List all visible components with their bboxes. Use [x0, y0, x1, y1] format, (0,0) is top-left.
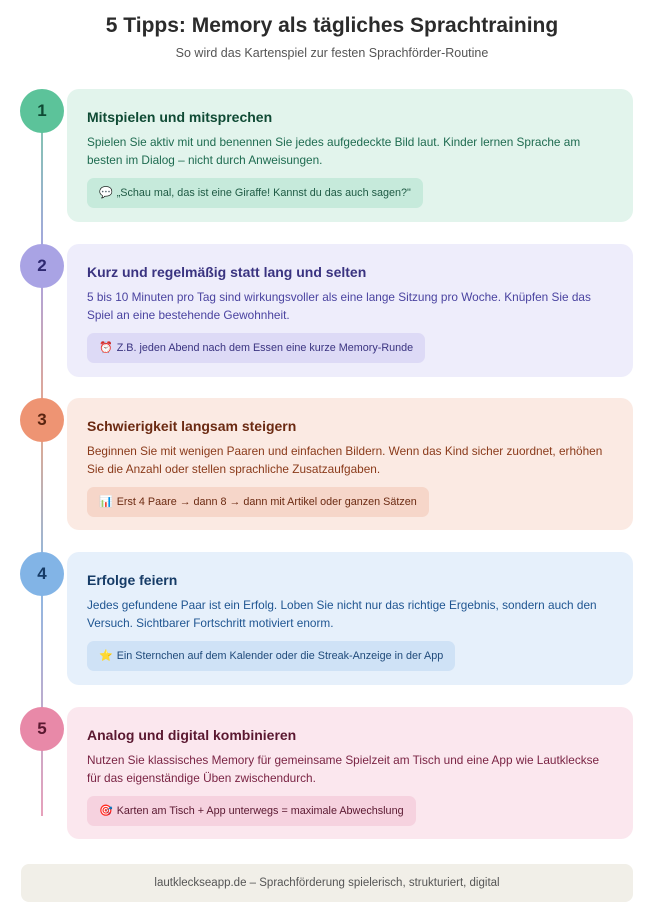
tip-card [67, 552, 633, 685]
step-number-badge [20, 707, 64, 751]
step-number-badge [20, 398, 64, 442]
card-text: Jedes gefundene Paar ist ein Erfolg. Loben Sie nicht nur das richtige Ergebnis, sondern auch den Versuch. Sichtbarer Fortschritt motiviert enorm. [87, 598, 597, 630]
example-box [87, 796, 416, 826]
card-title: Schwierigkeit langsam steigern [87, 418, 297, 434]
tip-card [67, 244, 633, 377]
example-box [87, 333, 425, 363]
step-number-badge [20, 244, 64, 288]
page-subtitle: So wird das Kartenspiel zur festen Sprachförder-Routine [175, 46, 489, 60]
step-number: 4 [37, 564, 47, 583]
example-box [87, 178, 423, 208]
step-number: 2 [37, 256, 47, 275]
card-title: Kurz und regelmäßig statt lang und selten [87, 264, 367, 280]
example-text: „Schau mal, das ist eine Giraffe! Kannst du das auch sagen?" [116, 187, 411, 199]
step-number-badge [20, 89, 64, 133]
card-title: Mitspielen und mitsprechen [87, 109, 273, 125]
tip-card [67, 707, 633, 839]
speech-bubble-icon: 💬 [99, 187, 113, 199]
star-icon: ⭐ [99, 650, 113, 662]
card-text: 5 bis 10 Minuten pro Tag sind wirkungsvoller als eine lange Sitzung pro Woche. Knüpfen Sie das Spiel an eine bestehende Gewohnheit. [87, 290, 591, 322]
target-icon: 🎯 [99, 805, 113, 817]
tip-card [67, 398, 633, 530]
example-text: Erst 4 Paare → dann 8 → dann mit Artikel oder ganzen Sätzen [116, 496, 417, 508]
page-title: 5 Tipps: Memory als tägliches Sprachtraining [105, 14, 559, 37]
footer-text: lautkleckseapp.de – Sprachförderung spielerisch, strukturiert, digital [154, 877, 500, 889]
card-text: Spielen Sie aktiv mit und benennen Sie jedes aufgedeckte Bild laut. Kinder lernen Sprache am besten im Dialog – nicht durch Anweisungen. [87, 135, 581, 167]
bar-chart-icon: 📊 [99, 496, 113, 508]
example-box [87, 641, 455, 671]
example-text: Karten am Tisch + App unterwegs = maximale Abwechslung [116, 805, 404, 817]
step-number: 1 [37, 101, 47, 120]
card-text: Beginnen Sie mit wenigen Paaren und einfachen Bildern. Wenn das Kind sicher zuordnet, erhöhen Sie die Anzahl oder stellen sprachliche Zusatzaufgaben. [87, 444, 603, 476]
step-number-badge [20, 552, 64, 596]
example-text: Ein Sternchen auf dem Kalender oder die Streak-Anzeige in der App [116, 650, 444, 662]
example-box [87, 487, 429, 517]
footer [21, 864, 633, 902]
card-text: Nutzen Sie klassisches Memory für gemeinsame Spielzeit am Tisch und eine App wie Lautkleckse für das eigenständige Üben zwischendurch. [87, 753, 600, 785]
example-text: Z.B. jeden Abend nach dem Essen eine kurze Memory-Runde [116, 342, 414, 354]
card-title: Erfolge feiern [87, 572, 178, 588]
card-title: Analog und digital kombinieren [87, 727, 297, 743]
step-number: 5 [37, 719, 47, 738]
alarm-clock-icon: ⏰ [99, 342, 113, 354]
tip-card [67, 89, 633, 222]
step-number: 3 [37, 410, 47, 429]
